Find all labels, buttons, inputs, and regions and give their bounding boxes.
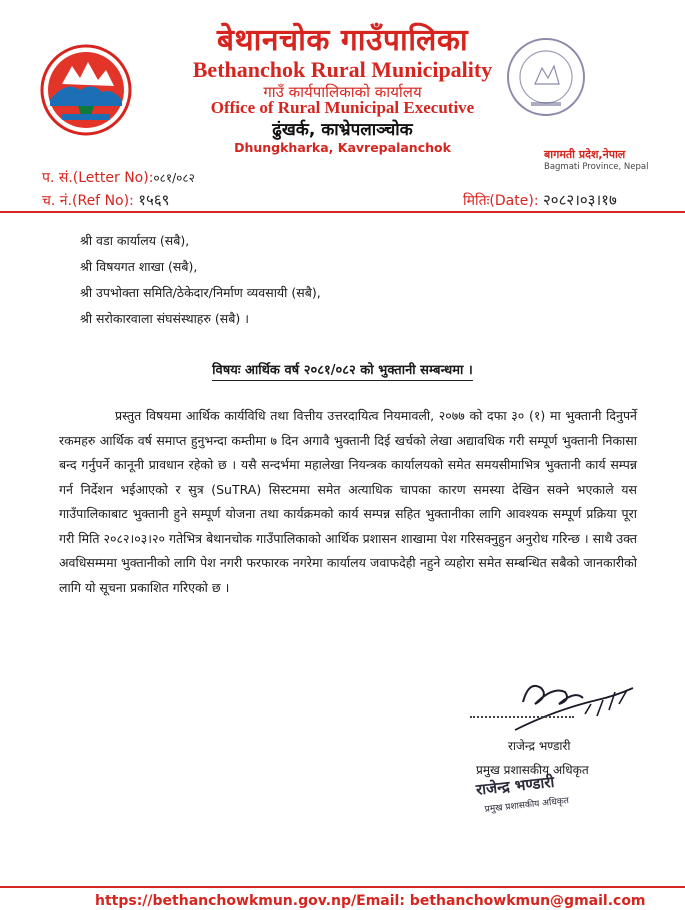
location-en: Dhungkharka, Kavrepalanchok: [234, 140, 451, 155]
municipality-title-en: Bethanchok Rural Municipality: [192, 57, 493, 82]
office-title-np: गाउँ कार्यपालिकाको कार्यालय: [263, 83, 422, 101]
province-en: Bagmati Province, Nepal: [544, 162, 649, 172]
letter-date: [463, 190, 617, 210]
signature-line: [470, 716, 574, 718]
province-np: बागमती प्रदेश,नेपाल: [544, 148, 626, 161]
date-value: २०८२।०३।१७: [543, 191, 617, 209]
addressee-line: श्री वडा कार्यालय (सबै),: [80, 233, 190, 248]
addressee-line: श्री उपभोक्ता समिति/ठेकेदार/निर्माण व्यवसायी (सबै),: [80, 285, 321, 300]
reference-number-label: च. नं.(Ref No):: [42, 193, 134, 209]
office-title-en: Office of Rural Municipal Executive: [210, 98, 475, 117]
letter-number: [42, 168, 195, 187]
footer-divider: [0, 886, 685, 888]
signatory-name: राजेन्द्र भण्डारी: [508, 739, 571, 753]
reference-number-value: १५६९: [138, 191, 170, 209]
letter-number-label: प. सं.(Letter No):: [42, 170, 154, 186]
header-divider: [0, 211, 685, 213]
letter-subject: [0, 360, 685, 378]
addressee-line: श्री विषयगत शाखा (सबै),: [80, 259, 198, 274]
subject-text: विषयः आर्थिक वर्ष २०८१/०८२ को भुक्तानी सम्बन्धमा ।: [212, 363, 473, 381]
municipality-title-np: बेथानचोक गाउँपालिका: [216, 23, 469, 58]
date-label: मितिः(Date):: [463, 193, 539, 209]
letter-body: प्रस्तुत विषयमा आर्थिक कार्यविधि तथा वित्तीय उत्तरदायित्व नियमावली, २०७७ को दफा ३० (१) मा भुक्तानी दिनुपर्ने रकमहरु आर्थिक वर्ष समाप्त हुनुभन्दा कम्तीमा ७ दिन अगावै भुक्तानी दिई खर्चको लेखा अद्यावधिक गरी सम्पूर्ण भुक्तानी निकासा बन्द गर्नुपर्ने कानूनी प्रावधान रहेको छ । यसै सन्दर्भमा महालेखा नियन्त्रक कार्यालयको समेत समयसीमाभित्र भुक्तानी कार्य सम्पन्न गर्न निर्देशन भईआएको र सुत्र (SuTRA) सिस्टममा समेत अत्याधिक चापका कारण समस्या देखिन सक्ने भएकाले यस गाउँपालिकाबाट भुक्तानी हुने सम्पूर्ण योजना तथा कार्यक्रमको कार्य सम्पन्न सहित भुक्तानीका लागि आवश्यक सम्पूर्ण प्रक्रिया पूरा गरी मिति २०८२।०३।२० गतेभित्र बेथानचोक गाउँपालिकाको आर्थिक प्रशासन शाखामा पेश गरिसक्नुहुन अनुरोध गरिन्छ । साथै उक्त अवधिसम्ममा भुक्तानीको लागि पेश नगरी फरफारक नगरेमा कार्यालय जवाफदेही नहुने व्यहोरा समेत सम्बन्धित सबैको जानकारीको लागि यो सूचना प्रकाशित गरिएको छ ।: [59, 408, 637, 595]
location-np: ढुंखर्क, काभ्रेपलाञ्चोक: [272, 120, 413, 140]
footer-contact: https://bethanchowkmun.gov.np/Email: bethanchowkmun@gmail.com: [95, 893, 646, 909]
name-stamp: राजेन्द्र भण्डारी: [475, 772, 556, 799]
office-seal-stamp: [505, 36, 587, 118]
addressee-line: श्री सरोकारवाला संघसंस्थाहरु (सबै) ।: [80, 311, 249, 326]
reference-number: [42, 190, 169, 210]
letter-number-value: ०८१/०८२: [153, 171, 195, 185]
title-stamp: प्रमुख प्रशासकीय अधिकृत: [484, 796, 570, 815]
signatory-title: प्रमुख प्रशासकीय अधिकृत: [476, 763, 589, 777]
